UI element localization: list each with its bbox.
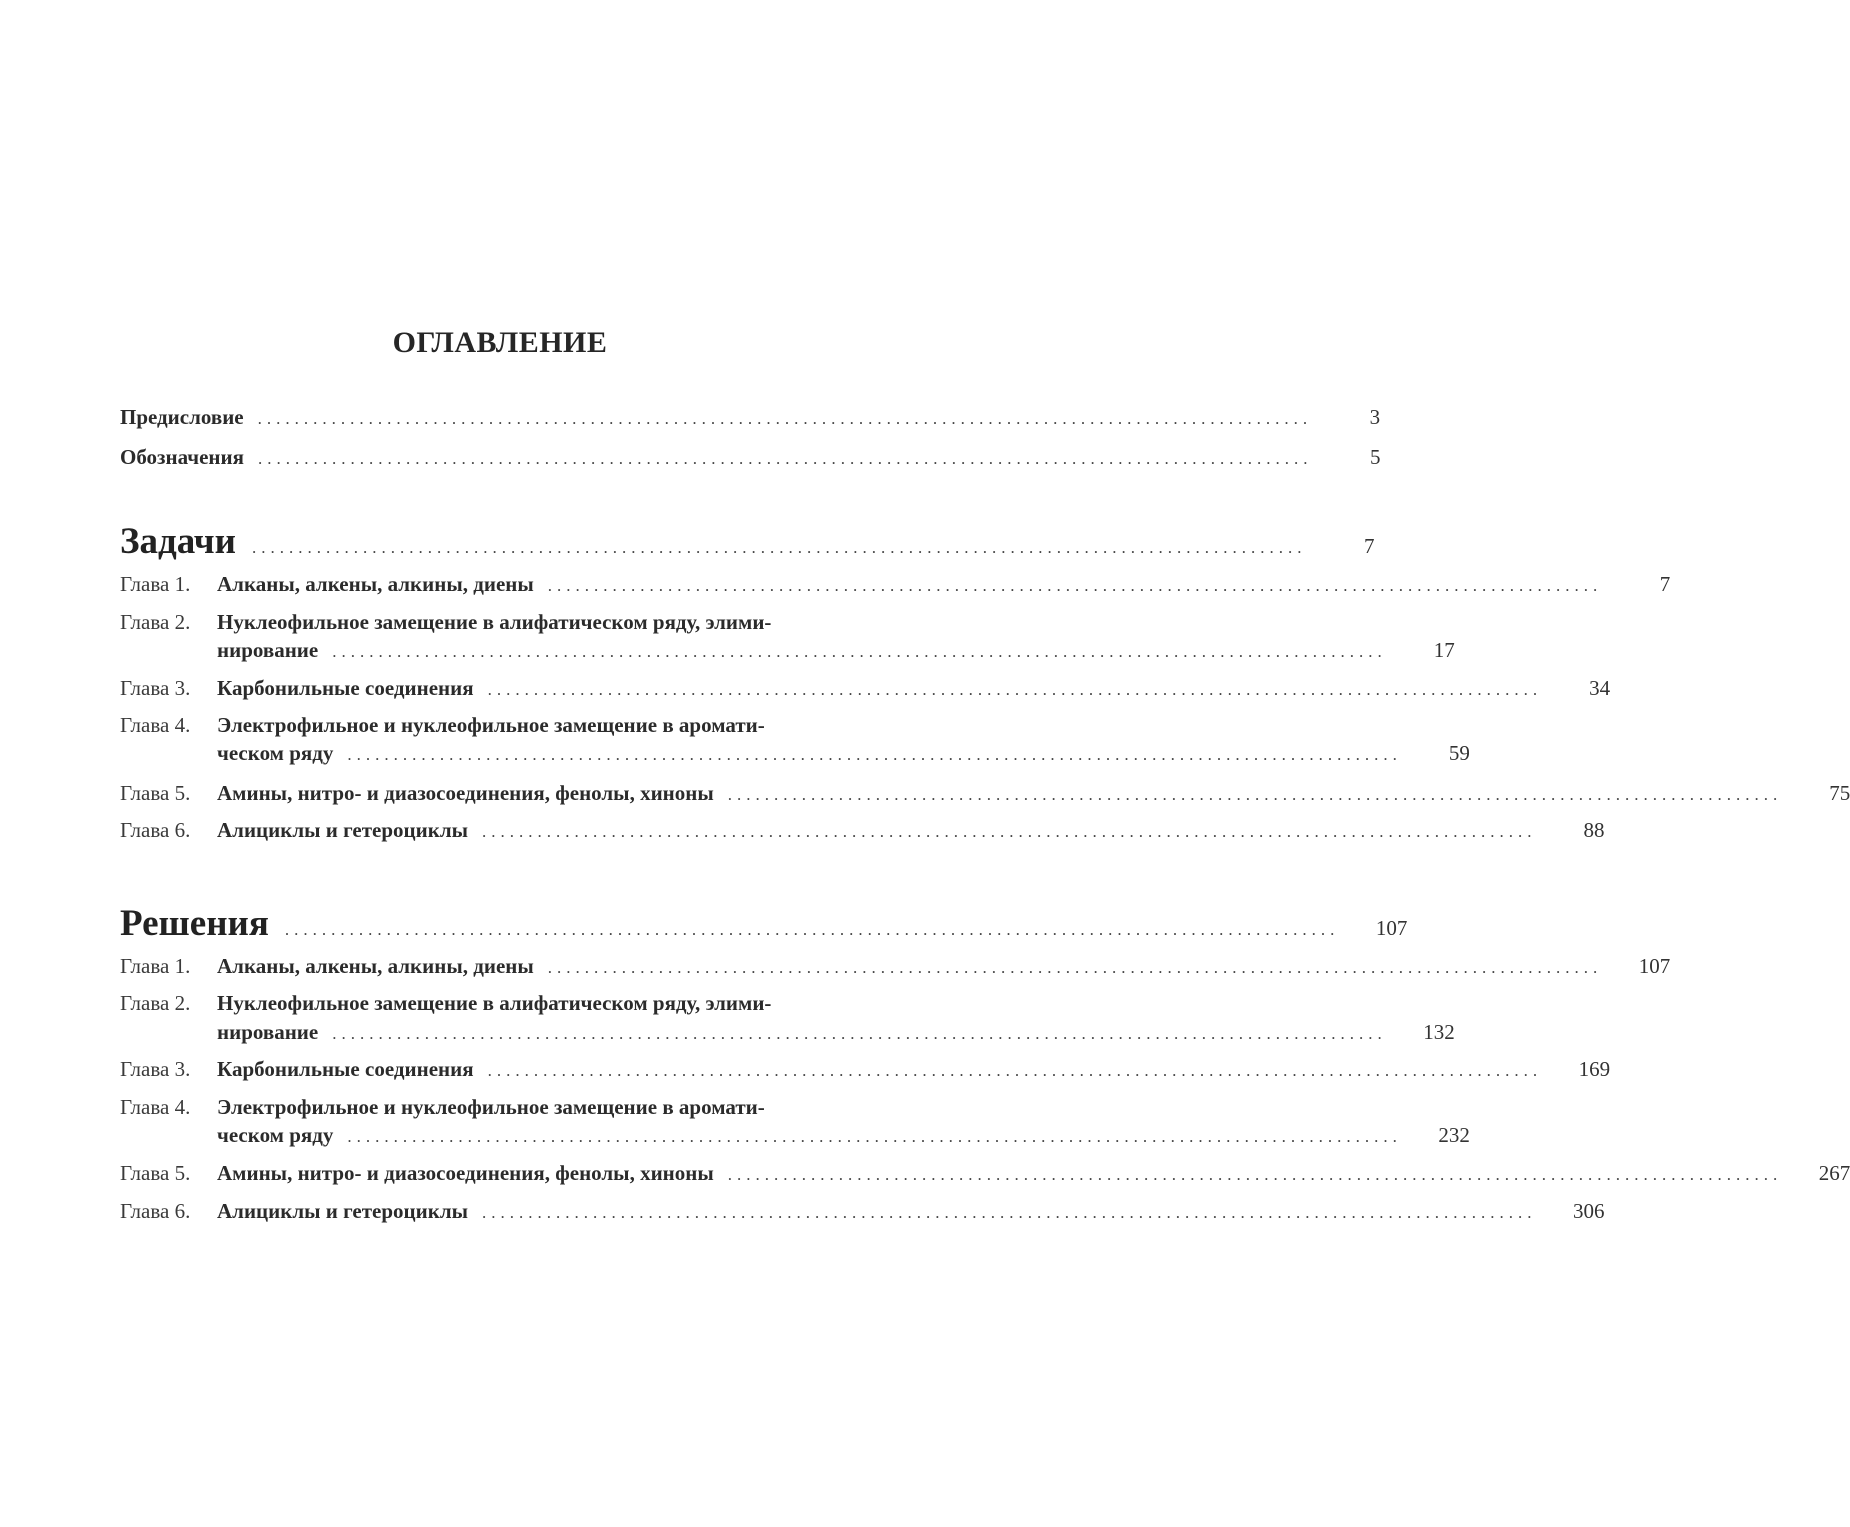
leader-dots: .................................................................................................................. [487, 1061, 1543, 1080]
leader-dots: .................................................................................................................. [251, 538, 1307, 557]
page-number: 232 [1438, 1123, 1470, 1147]
page-number: 267 [1818, 1161, 1850, 1185]
chapter-title: Алициклы и гетероциклы [217, 1199, 468, 1223]
chapter-title: Амины, нитро- и диазосоединения, фенолы, хиноны [217, 1161, 714, 1185]
chapter-number: Глава 1. [120, 954, 191, 978]
leader-dots: .................................................................................................................. [332, 1024, 1387, 1043]
chapter-number: Глава 6. [120, 1199, 191, 1223]
entry-label: Обозначения [120, 445, 244, 469]
page-number: 132 [1423, 1020, 1455, 1044]
page-number: 5 [1369, 445, 1381, 469]
chapter-number: Глава 2. [120, 610, 191, 634]
chapter-title-cont: ческом ряду [217, 741, 334, 765]
chapter-title: Алициклы и гетероциклы [217, 818, 468, 842]
leader-dots: .................................................................................................................. [727, 1165, 1783, 1184]
leader-dots: .................................................................................................................. [487, 680, 1543, 699]
page-number: 107 [1375, 916, 1408, 940]
chapter-title: Карбонильные соединения [217, 676, 474, 700]
leader-dots: .................................................................................................................. [257, 449, 1313, 468]
page-number: 3 [1369, 405, 1381, 429]
section-title: Решения [120, 903, 269, 944]
chapter-title: Алканы, алкены, алкины, диены [217, 954, 534, 978]
chapter-title-cont: ческом ряду [217, 1123, 334, 1147]
chapter-number: Глава 4. [120, 1095, 191, 1119]
leader-dots: .................................................................................................................. [347, 745, 1402, 764]
page-number: 17 [1433, 638, 1455, 662]
page-number: 88 [1583, 818, 1605, 842]
page-number: 169 [1578, 1057, 1611, 1081]
chapter-number: Глава 5. [120, 1161, 191, 1185]
chapter-number: Глава 3. [120, 676, 191, 700]
page-number: 75 [1829, 781, 1850, 805]
leader-dots: .................................................................................................................. [482, 822, 1537, 841]
chapter-number: Глава 2. [120, 991, 191, 1015]
leader-dots: .................................................................................................................. [332, 642, 1387, 661]
chapter-number: Глава 6. [120, 818, 191, 842]
chapter-title: Нуклеофильное замещение в алифатическом ряду, элими- [217, 991, 772, 1015]
chapter-number: Глава 4. [120, 713, 191, 737]
leader-dots: .................................................................................................................. [482, 1203, 1537, 1222]
page-number: 306 [1573, 1199, 1605, 1223]
chapter-title: Амины, нитро- и диазосоединения, фенолы, хиноны [217, 781, 714, 805]
chapter-title-cont: нирование [217, 1020, 319, 1044]
chapter-title: Нуклеофильное замещение в алифатическом ряду, элими- [217, 610, 772, 634]
page-number: 34 [1589, 676, 1611, 700]
leader-dots: .................................................................................................................. [257, 409, 1313, 428]
chapter-number: Глава 1. [120, 572, 191, 596]
leader-dots: .................................................................................................................. [347, 1127, 1402, 1146]
page-number: 59 [1448, 741, 1470, 765]
chapter-title: Алканы, алкены, алкины, диены [217, 572, 534, 596]
leader-dots: .................................................................................................................. [284, 920, 1340, 939]
chapter-title: Электрофильное и нуклеофильное замещение в аромати- [217, 1095, 765, 1119]
leader-dots: .................................................................................................................. [547, 576, 1603, 595]
entry-label: Предисловие [120, 405, 244, 429]
chapter-title-cont: нирование [217, 638, 319, 662]
page-number: 7 [1363, 534, 1375, 558]
leader-dots: .................................................................................................................. [727, 785, 1783, 804]
page-number: 107 [1638, 954, 1671, 978]
section-title: Задачи [120, 521, 236, 562]
page-number: 7 [1659, 572, 1671, 596]
chapter-title: Карбонильные соединения [217, 1057, 474, 1081]
chapter-number: Глава 5. [120, 781, 191, 805]
chapter-title: Электрофильное и нуклеофильное замещение в аромати- [217, 713, 765, 737]
chapter-number: Глава 3. [120, 1057, 191, 1081]
page-title: ОГЛАВЛЕНИЕ [392, 326, 608, 359]
leader-dots: .................................................................................................................. [547, 958, 1603, 977]
